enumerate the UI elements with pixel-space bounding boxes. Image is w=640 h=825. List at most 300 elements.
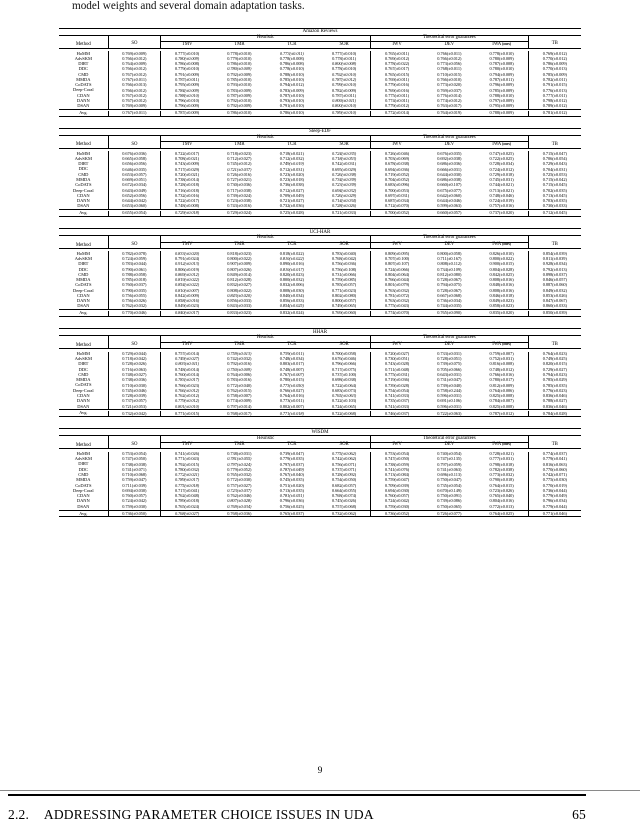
metric-cell-tb: 0.794(±0.023) [528,373,581,378]
metric-cell-tmr: 0.768(±0.017) [227,410,252,416]
metric-cell-tcr: 0.890(±0.016) [279,261,304,267]
metric-cell-tcr: 0.810(±0.017) [279,266,304,272]
metric-cell-tcr: 0.778(±0.010) [279,66,304,72]
metric-cell-iwv: 0.694(±0.030) [371,488,424,493]
metric-cell-iwv: 0.809(±0.095) [371,251,424,256]
metric-cell-iwa-ours: 0.773(±0.032) [489,472,514,478]
metric-cell-so: 0.694(±0.030) [108,488,161,493]
metric-cell-iwv: 0.774(±0.070) [371,311,424,317]
metric-cell-so: 0.790(±0.061) [108,267,161,272]
metric-cell-so: 0.766(±0.012) [108,67,161,72]
metric-cell-iwv: 0.747(±0.050) [371,457,424,462]
metric-cell-tb: 0.782(±0.011) [528,78,581,83]
metric-cell-iwa-ours: 0.759(±0.007) [489,350,514,356]
metric-cell-tb: 0.785(±0.035) [528,383,581,388]
metric-cell-iwv: 0.738(±0.059) [371,462,424,467]
metric-cell-tcr: 0.802(±0.007) [279,403,304,409]
metric-cell-tb: 0.853(±0.026) [528,294,581,299]
metric-cell-tmr: 0.780(±0.009) [227,66,252,72]
metric-cell-tcr: 0.783(±0.009) [279,87,304,93]
metric-cell-sor: 0.777(±0.010) [332,50,357,56]
metric-cell-dev: 0.644(±0.030) [437,171,462,177]
metric-cell-sor: 0.754(±0.050) [332,477,357,483]
method-name: CoDATS [75,82,92,88]
column-header-so: SO [108,242,161,249]
metric-cell-tmr: 0.797(±0.014) [227,403,252,409]
group-header-so-blank [108,135,161,142]
metric-cell-dev: 0.705(±0.066) [437,366,462,372]
metric-cell-tmr: 0.759(±0.013) [227,350,252,356]
metric-cell-tcr: 0.781(±0.051) [279,493,304,499]
page-number: 9 [317,766,323,776]
metric-cell-tmr: 0.762(±0.015) [227,387,252,393]
metric-cell-tmv: 0.786(±0.008) [161,62,214,67]
metric-cell-iwa-ours: 0.780(±0.009) [489,55,514,61]
method-name: DDC [78,466,88,472]
column-header-tmr: TMR [213,42,266,49]
metric-cell-tmv: 0.765(±0.024) [161,504,214,510]
metric-cell-tmv: 0.772(±0.021) [161,473,214,478]
metric-cell-tcr: 0.780(±0.015) [279,377,304,383]
metric-cell-tmr: 0.783(±0.009) [227,87,252,93]
metric-cell-tmr: 0.712(±0.027) [227,156,252,161]
intro-paragraph: model weights and several domain adaptation tasks. [72,0,305,12]
metric-cell-so: 0.790(±0.035) [108,288,161,293]
metric-cell-dev: 0.733(±0.031) [437,350,462,356]
metric-cell-tcr: 0.771(±0.018) [279,410,304,416]
metric-cell-so: 0.753(±0.054) [108,452,161,457]
metric-cell-tmr: 0.758(±0.007) [227,393,252,399]
metric-cell-tmr: 0.792(±0.009) [227,103,252,109]
metric-cell-tmv: 0.787(±0.011) [161,78,214,83]
metric-cell-tcr: 0.766(±0.027) [279,387,304,393]
metric-cell-tb: 0.777(±0.011) [528,93,581,98]
metric-cell-so: 0.724(±0.059) [108,257,161,262]
metric-cell-tmv: 0.762(±0.048) [161,494,214,499]
metric-cell-dev: 0.676(±0.035) [437,150,462,156]
metric-cell-tb: 0.769(±0.012) [528,51,581,56]
metric-cell-sor: 0.765(±0.063) [332,393,357,399]
method-name: Avg. [79,210,88,216]
metric-cell-tmr: 0.723(±0.037) [227,487,252,493]
method-name: DANN [76,198,90,204]
column-header-method: Method [59,442,108,449]
metric-cell-sor: 0.796(±0.066) [332,361,357,367]
metric-cell-tcr: 0.786(±0.010) [279,110,304,116]
metric-cell-so: 0.655(±0.054) [108,211,161,217]
metric-cell-so: 0.759(±0.030) [108,504,161,510]
metric-cell-tmr: 0.774(±0.009) [227,398,252,404]
metric-cell-iwv: 0.807(±0.107) [371,262,424,267]
dataset-title: WISDM [59,429,581,436]
method-name: DANN [76,398,90,404]
metric-cell-sor: 0.756(±0.108) [332,266,357,272]
metric-cell-iwa-ours: 0.900(±0.015) [489,261,514,267]
method-name: CMD [78,271,89,277]
method-name: CoDATS [75,182,92,188]
metric-cell-sor: 0.737(±0.100) [332,371,357,377]
method-name: Deep-Coral [73,287,94,293]
metric-cell-so: 0.769(±0.009) [108,104,161,110]
metric-cell-tcr: 0.764(±0.016) [279,393,304,399]
metric-cell-dev: 0.739(±0.086) [437,498,462,504]
metric-cell-iwa-ours: 0.764(±0.015) [489,482,514,488]
metric-cell-tcr: 0.820(±0.023) [279,271,304,277]
metric-cell-iwv: 0.774(±0.011) [371,99,424,104]
metric-cell-dev: 0.740(±0.054) [437,451,462,457]
metric-cell-tcr: 0.803(±0.017) [279,361,304,367]
metric-cell-so: 0.766(±0.012) [108,56,161,61]
method-name: HoMM [76,450,90,456]
method-name: CoDATS [75,382,92,388]
metric-cell-iwv: 0.735(±0.037) [371,399,424,404]
metric-cell-iwa-ours: 0.808(±0.016) [489,277,514,283]
column-header-method: Method [59,142,108,149]
metric-cell-iwv: 0.697(±0.031) [371,193,424,198]
metric-cell-tcr: 0.712(±0.027) [279,187,304,193]
metric-cell-sor: 0.745(±0.026) [332,498,357,504]
metric-cell-so: 0.767(±0.011) [108,111,161,117]
method-name: DDC [78,266,88,272]
method-name: MMDA [76,176,91,182]
method-name: Deep-Coral [73,187,94,193]
metric-cell-iwa-ours: 0.798(±0.018) [489,461,514,467]
metric-cell-iwv: 0.741(±0.033) [371,404,424,410]
metric-cell-tmr: 0.727(±0.021) [227,177,252,183]
metric-cell-iwa-ours: 0.812(±0.009) [489,382,514,388]
method-name: CMD [78,371,89,377]
results-table-hhar [59,328,581,417]
metric-cell-iwv: 0.769(±0.011) [371,78,424,83]
metric-cell-tcr: 0.794(±0.012) [279,82,304,88]
metric-cell-iwa-ours: 0.745(±0.031) [489,177,514,183]
metric-cell-tmv: 0.858(±0.016) [161,299,214,304]
metric-cell-tmr: 0.807(±0.028) [227,498,252,504]
method-name: DDC [78,66,88,72]
metric-cell-tmv: 0.796(±0.010) [161,99,214,104]
column-header-tmr: TMR [213,442,266,449]
metric-cell-dev: 0.692(±0.038) [437,156,462,161]
metric-cell-tb: 0.771(±0.046) [528,511,581,517]
metric-cell-tb: 0.928(±0.034) [528,262,581,267]
metric-cell-tb: 0.770(±0.012) [528,56,581,61]
metric-cell-iwv: 0.704(±0.052) [371,178,424,183]
metric-cell-iwa-ours: 0.724(±0.019) [489,198,514,204]
column-header-so: SO [108,142,161,149]
metric-cell-tb: 0.820(±0.015) [528,362,581,367]
column-header-method: Method [59,342,108,349]
metric-cell-tb: 0.764(±0.023) [528,352,581,357]
metric-cell-sor: 0.723(±0.039) [332,182,357,188]
metric-cell-dev: 0.599(±0.063) [437,203,462,209]
column-header-sor: SOR [318,242,371,249]
metric-cell-tb: 0.776(±0.013) [528,88,581,93]
metric-cell-tb: 0.789(±0.012) [528,104,581,110]
method-name: DDC [78,366,88,372]
metric-cell-tb: 0.811(±0.039) [528,257,581,262]
metric-cell-iwv: 0.703(±0.069) [371,157,424,162]
metric-cell-iwa-ours: 0.797(±0.009) [489,98,514,104]
metric-cell-tmr: 0.812(±0.028) [227,277,252,283]
column-header-dev: DEV [423,42,476,49]
method-name: AdvSKM [74,356,92,362]
metric-cell-dev: 0.750(±0.065) [437,503,462,509]
metric-cell-iwa-ours: 0.744(±0.021) [489,182,514,188]
metric-cell-iwv: 0.763(±0.032) [371,288,424,293]
metric-cell-sor: 0.721(±0.033) [332,210,357,216]
metric-cell-dev: 0.667(±0.068) [437,292,462,298]
method-name: DSAN [77,503,90,509]
metric-cell-so: 0.718(±0.042) [108,357,161,362]
metric-cell-sor: 0.718(±0.053) [332,156,357,161]
metric-cell-so: 0.653(±0.060) [108,204,161,210]
metric-cell-tmv: 0.748(±0.014) [161,367,214,372]
metric-cell-tcr: 0.856(±0.033) [279,298,304,304]
metric-cell-sor: 0.700(±0.058) [332,350,357,356]
metric-cell-sor: 0.768(±0.074) [332,493,357,499]
metric-cell-sor: 0.783(±0.040) [332,250,357,256]
metric-cell-so: 0.652(±0.056) [108,193,161,198]
metric-cell-sor: 0.694(±0.032) [332,187,357,193]
metric-cell-iwa-ours: 0.787(±0.008) [489,61,514,67]
metric-cell-tcr: 0.840(±0.034) [279,292,304,298]
metric-cell-so: 0.782(±0.078) [108,251,161,256]
column-header-iwa-ours: IWA (ours) [476,342,529,349]
metric-cell-iwv: 0.765(±0.015) [371,72,424,77]
metric-cell-tmv: 0.783(±0.017) [161,378,214,383]
metric-cell-sor: 0.800(±0.011) [332,98,357,104]
group-header-theoretical: Theoretical error guarantees [371,235,529,242]
metric-cell-tmv: 0.912(±0.013) [161,262,214,267]
metric-cell-tb: 0.776(±0.023) [528,388,581,393]
metric-cell-tmr: 0.843(±0.020) [227,292,252,298]
table-bottom-rule [59,317,581,318]
metric-cell-tcr: 0.808(±0.030) [279,287,304,293]
footer-rule-thick [8,794,586,796]
metric-cell-tmv: 0.717(±0.041) [161,488,214,493]
metric-cell-sor: 0.785(±0.057) [332,282,357,288]
metric-cell-dev: 0.808(±0.112) [437,261,462,267]
metric-cell-dev: 0.728(±0.051) [437,356,462,362]
metric-cell-tb: 0.712(±0.045) [528,211,581,217]
metric-cell-so: 0.788(±0.058) [108,272,161,277]
column-header-tb: TB [528,342,581,349]
metric-cell-tmv: 0.796(±0.009) [161,104,214,110]
metric-cell-so: 0.656(±0.056) [108,162,161,167]
metric-cell-sor: 0.724(±0.065) [332,403,357,409]
metric-cell-dev: 0.696(±0.113) [437,472,462,478]
method-name: CoDATS [75,482,92,488]
metric-cell-tmr: 0.785(±0.010) [227,76,252,82]
metric-cell-tmv: 0.762(±0.012) [161,394,214,399]
metric-cell-tcr: 0.749(±0.019) [279,161,304,167]
method-name: CDAN [77,92,90,98]
metric-cell-tmv: 0.819(±0.022) [161,278,214,283]
metric-cell-so: 0.710(±0.030) [108,383,161,388]
metric-cell-so: 0.770(±0.046) [108,311,161,317]
method-name: HoMM [76,250,90,256]
metric-cell-dev: 0.739(±0.040) [437,382,462,388]
metric-cell-tmv: 0.840(±0.017) [161,311,214,317]
metric-cell-tmr: 0.843(±0.033) [227,303,252,309]
metric-cell-so: 0.676(±0.036) [108,151,161,156]
column-header-iwv: IWV [371,142,424,149]
metric-cell-dev: 0.686(±0.038) [437,177,462,183]
method-name: Avg. [79,110,88,116]
metric-cell-iwv: 0.754(±0.054) [371,388,424,393]
column-header-tcr: TCR [266,442,319,449]
group-header-theoretical: Theoretical error guarantees [371,35,529,42]
metric-cell-tb: 0.779(±0.044) [528,504,581,510]
metric-cell-tb: 0.850(±0.039) [528,311,581,317]
metric-cell-sor: 0.664(±0.055) [332,487,357,493]
metric-cell-tmv: 0.708(±0.021) [161,157,214,162]
column-header-iwv: IWV [371,242,424,249]
column-header-tmr: TMR [213,242,266,249]
metric-cell-tcr: 0.767(±0.040) [279,472,304,478]
metric-cell-tmr: 0.832(±0.027) [227,282,252,288]
method-name: CMD [78,171,89,177]
metric-cell-tmv: 0.803(±0.011) [161,362,214,367]
metric-cell-iwv: 0.775(±0.031) [371,373,424,378]
metric-cell-so: 0.724(±0.042) [108,499,161,504]
metric-cell-tcr: 0.712(±0.031) [279,166,304,172]
column-header-sor: SOR [318,442,371,449]
metric-cell-so: 0.766(±0.012) [108,88,161,93]
metric-cell-iwa-ours: 0.796(±0.009) [489,82,514,88]
metric-cell-tcr: 0.786(±0.008) [279,61,304,67]
metric-cell-tmv: 0.732(±0.016) [161,193,214,198]
metric-cell-iwa-ours: 0.835(±0.020) [489,310,514,316]
metric-cell-tcr: 0.773(±0.050) [279,382,304,388]
metric-cell-iwa-ours: 0.765(±0.040) [489,493,514,499]
footer-section-title: ADDRESSING PARAMETER CHOICE ISSUES IN UDA [43,807,374,822]
method-name: CDAN [77,493,90,499]
metric-cell-dev: 0.763(±0.017) [437,103,462,109]
metric-cell-iwv: 0.781(±0.072) [371,294,424,299]
method-name: DIRT [78,61,89,67]
table-bottom-rule [59,417,581,418]
metric-cell-tb: 0.854(±0.039) [528,251,581,256]
metric-cell-tcr: 0.718(±0.021) [279,150,304,156]
metric-cell-dev: 0.686(±0.036) [437,161,462,167]
metric-cell-tmr: 0.787(±0.009) [227,92,252,98]
metric-cell-tb: 0.836(±0.046) [528,394,581,399]
metric-cell-sor: 0.768(±0.042) [332,256,357,262]
metric-cell-tmv: 0.842(±0.009) [161,294,214,299]
metric-cell-iwv: 0.775(±0.043) [371,304,424,310]
column-header-method: Method [59,242,108,249]
metric-cell-tmv: 0.771(±0.043) [161,457,214,462]
metric-cell-iwa-ours: 0.800(±0.022) [489,256,514,262]
metric-cell-iwv: 0.741(±0.033) [371,394,424,399]
metric-cell-dev: 0.660(±0.107) [437,182,462,188]
metric-cell-iwv: 0.736(±0.052) [371,511,424,517]
results-table-uci-har [59,228,581,317]
metric-cell-tmv: 0.777(±0.010) [161,51,214,56]
metric-cell-iwv: 0.726(±0.046) [371,151,424,156]
metric-cell-iwv: 0.724(±0.066) [371,267,424,272]
metric-cell-iwa-ours: 0.752(±0.031) [489,356,514,362]
metric-cell-iwa-ours: 0.804(±0.028) [489,266,514,272]
metric-cell-iwa-ours: 0.748(±0.046) [489,192,514,198]
metric-cell-so: 0.738(±0.036) [108,378,161,383]
metric-cell-tcr: 0.796(±0.036) [279,498,304,504]
metric-cell-tmr: 0.765(±0.032) [227,472,252,478]
metric-cell-so: 0.748(±0.027) [108,373,161,378]
footer-page-number: 65 [572,807,586,822]
metric-cell-tmr: 0.792(±0.009) [227,71,252,77]
group-header-tb-blank [528,135,581,142]
metric-cell-tb: 0.749(±0.025) [528,357,581,362]
metric-cell-tb: 0.715(±0.045) [528,183,581,188]
metric-cell-dev: 0.660(±0.057) [437,210,462,216]
metric-cell-tcr: 0.778(±0.008) [279,55,304,61]
metric-cell-iwv: 0.687(±0.034) [371,199,424,204]
metric-cell-iwa-ours: 0.825(±0.008) [489,393,514,399]
metric-cell-sor: 0.769(±0.060) [332,310,357,316]
metric-cell-dev: 0.773(±0.056) [437,61,462,67]
metric-cell-dev: 0.726(±0.077) [437,510,462,516]
method-name: DANN [76,97,90,103]
metric-cell-tmr: 0.750(±0.009) [227,366,252,372]
column-header-tb: TB [528,142,581,149]
metric-cell-tmr: 0.730(±0.036) [227,182,252,188]
metric-cell-tmv: 0.775(±0.018) [161,483,214,488]
metric-cell-tmv: 0.791(±0.024) [161,257,214,262]
metric-cell-dev: 0.691(±0.106) [437,398,462,404]
metric-cell-tb: 0.784(±0.028) [528,411,581,417]
method-name: DSAN [77,203,90,209]
metric-cell-dev: 0.722(±0.063) [437,410,462,416]
metric-cell-sor: 0.800(±0.057) [332,298,357,304]
metric-cell-tmr: 0.742(±0.032) [227,356,252,362]
metric-cell-so: 0.728(±0.039) [108,394,161,399]
metric-cell-tb: 0.775(±0.030) [528,478,581,483]
metric-cell-sor: 0.756(±0.036) [332,261,357,267]
metric-cell-iwa-ours: 0.728(±0.021) [489,451,514,457]
metric-cell-iwa-ours: 0.788(±0.010) [489,92,514,98]
metric-cell-tb: 0.798(±0.012) [528,99,581,104]
column-header-tmr: TMR [213,342,266,349]
metric-cell-tmv: 0.849(±0.023) [161,304,214,310]
metric-cell-tmv: 0.784(±0.009) [161,88,214,93]
column-header-sor: SOR [318,342,371,349]
metric-cell-sor: 0.787(±0.012) [332,76,357,82]
metric-cell-tb: 0.785(±0.009) [528,72,581,77]
metric-cell-tcr: 0.756(±0.025) [279,503,304,509]
metric-cell-tcr: 0.723(±0.020) [279,171,304,177]
metric-cell-tmr: 0.792(±0.010) [227,98,252,104]
column-header-sor: SOR [318,142,371,149]
metric-cell-iwa-ours: 0.785(±0.009) [489,87,514,93]
metric-cell-tmr: 0.818(±0.023) [227,250,252,256]
footer-section-number: 2.2. [8,807,30,822]
method-name: HoMM [76,150,90,156]
metric-cell-tb: 0.715(±0.042) [528,178,581,183]
metric-cell-tb: 0.725(±0.053) [528,172,581,177]
method-name: DANN [76,298,90,304]
table-bottom-rule [59,517,581,518]
column-header-iwa-ours: IWA (ours) [476,442,529,449]
metric-cell-dev: 0.736(±0.034) [437,298,462,304]
metric-cell-iwa-ours: 0.842(±0.025) [489,271,514,277]
metric-cell-iwv: 0.753(±0.054) [371,452,424,457]
metric-cell-iwa-ours: 0.787(±0.012) [489,410,514,416]
metric-cell-iwa-ours: 0.808(±0.016) [489,287,514,293]
group-header-heuristic: Heuristic [161,35,371,42]
metric-cell-tb: 0.898(±0.037) [528,272,581,277]
